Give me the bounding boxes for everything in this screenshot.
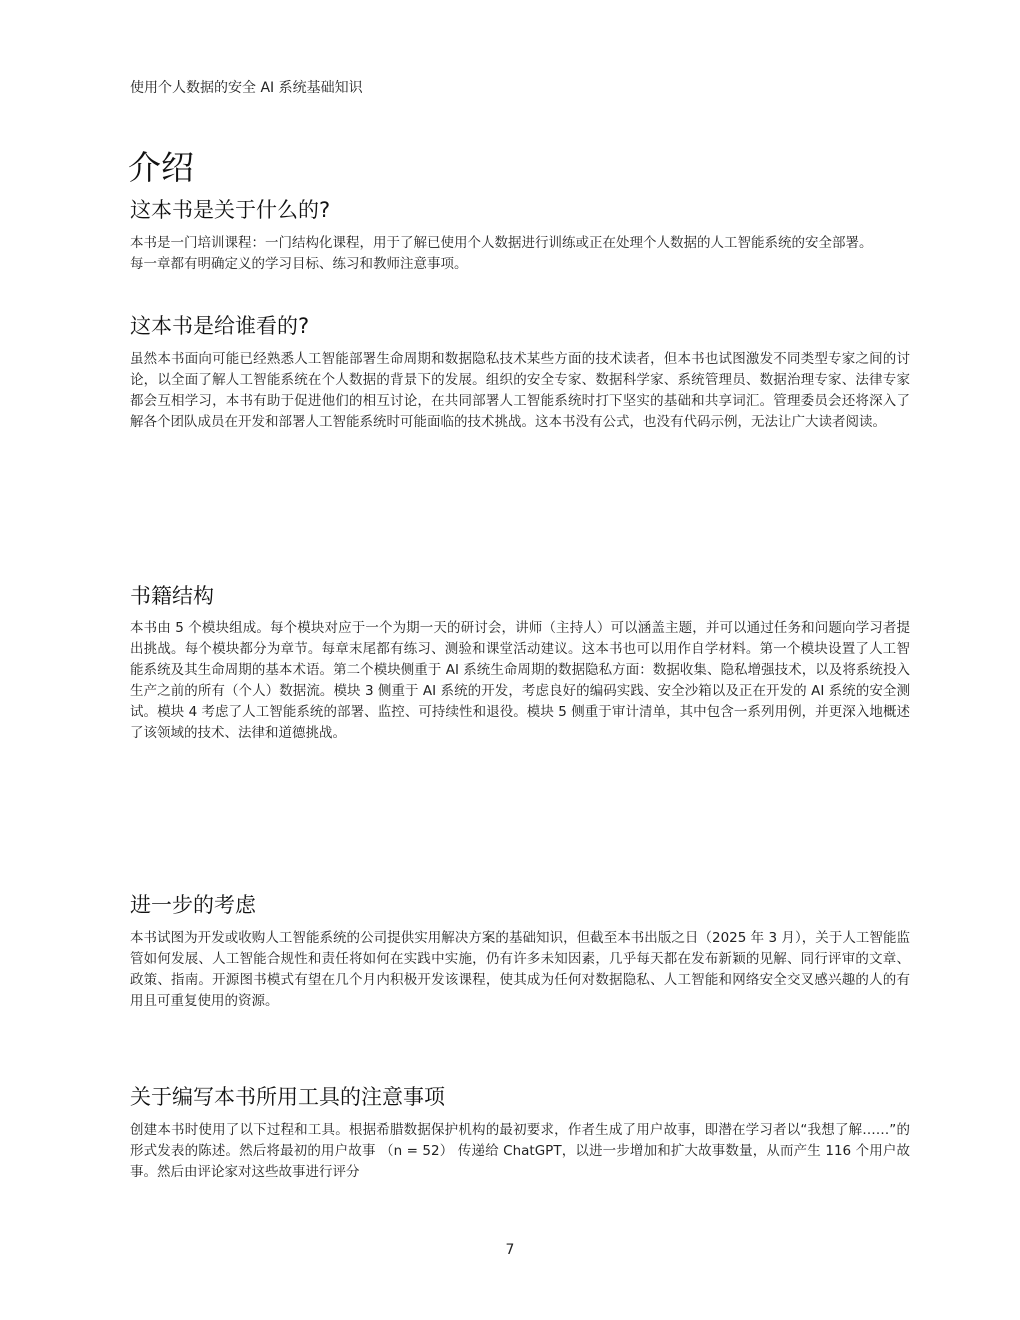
section-body-further — [130, 928, 910, 1012]
paragraph: 虽然本书面向可能已经熟悉人工智能部署生命周期和数据隐私技术某些方面的技术读者，但本书也试图激发不同类型专家之间的讨论，以全面了解人工智能系统在个人数据的背景下的发展。组织的安全专家、数据科学家、系统管理员、数据治理专家、法律专家都会互相学习，本书有助于促进他们的相互讨论，在共同部署人工智能系统时打下坚实的基础和共享词汇。管理委员会还将深入了解各个团队成员在开发和部署人工智能系统时可能面临的技术挑战。这本书没有公式，也没有代码示例，无法让广大读者阅读。 — [130, 351, 910, 430]
paragraph: 每一章都有明确定义的学习目标、练习和教师注意事项。 — [130, 256, 468, 272]
section-body-what-about — [130, 233, 910, 275]
section-heading-audience: 这本书是给谁看的? — [130, 314, 310, 338]
paragraph: 本书由 5 个模块组成。每个模块对应于一个为期一天的研讨会，讲师（主持人）可以涵盖主题，并可以通过任务和问题向学习者提出挑战。每个模块都分为章节。每章末尾都有练习、测验和课堂活动建议。这本书也可以用作自学材料。第一个模块设置了人工智能系统及其生命周期的基本术语。第二个模块侧重于 AI 系统生命周期的数据隐私方面：数据收集、隐私增强技术，以及将系统投入生产之前的所有（个人）数据流。模块 3 侧重于 AI 系统的开发，考虑良好的编码实践、安全沙箱以及正在开发的 AI 系统的安全测试。模块 4 考虑了人工智能系统的部署、监控、可持续性和退役。模块 5 侧重于审计清单，其中包含一系列用例，并更深入地概述了该领域的技术、法律和道德挑战。 — [130, 620, 910, 741]
running-header: 使用个人数据的安全 AI 系统基础知识 — [130, 80, 363, 96]
section-body-tools — [130, 1120, 910, 1183]
chapter-title: 介绍 — [128, 148, 194, 187]
section-heading-tools: 关于编写本书所用工具的注意事项 — [130, 1085, 445, 1109]
paragraph: 创建本书时使用了以下过程和工具。根据希腊数据保护机构的最初要求，作者生成了用户故事，即潜在学习者以“我想了解……”的形式发表的陈述。然后将最初的用户故事 （n = 52） 传递给 ChatGPT，以进一步增加和扩大故事数量，从而产生 116 个用户故事。然后由评论家对这些故事进行评分 — [130, 1122, 910, 1180]
section-heading-structure: 书籍结构 — [130, 584, 214, 608]
section-heading-further: 进一步的考虑 — [130, 893, 256, 917]
section-body-structure — [130, 618, 910, 744]
section-body-audience — [130, 349, 910, 433]
page-number: 7 — [505, 1242, 515, 1258]
section-heading-what-about: 这本书是关于什么的? — [130, 198, 331, 222]
paragraph: 本书是一门培训课程：一门结构化课程，用于了解已使用个人数据进行训练或正在处理个人数据的人工智能系统的安全部署。 — [130, 235, 873, 251]
paragraph: 本书试图为开发或收购人工智能系统的公司提供实用解决方案的基础知识，但截至本书出版之日（2025 年 3 月），关于人工智能监管如何发展、人工智能合规性和责任将如何在实践中实施，仍有许多未知因素，几乎每天都在发布新颖的见解、同行评审的文章、政策、指南。开源图书模式有望在几个月内积极开发该课程，使其成为任何对数据隐私、人工智能和网络安全交叉感兴趣的人的有用且可重复使用的资源。 — [130, 930, 910, 1009]
